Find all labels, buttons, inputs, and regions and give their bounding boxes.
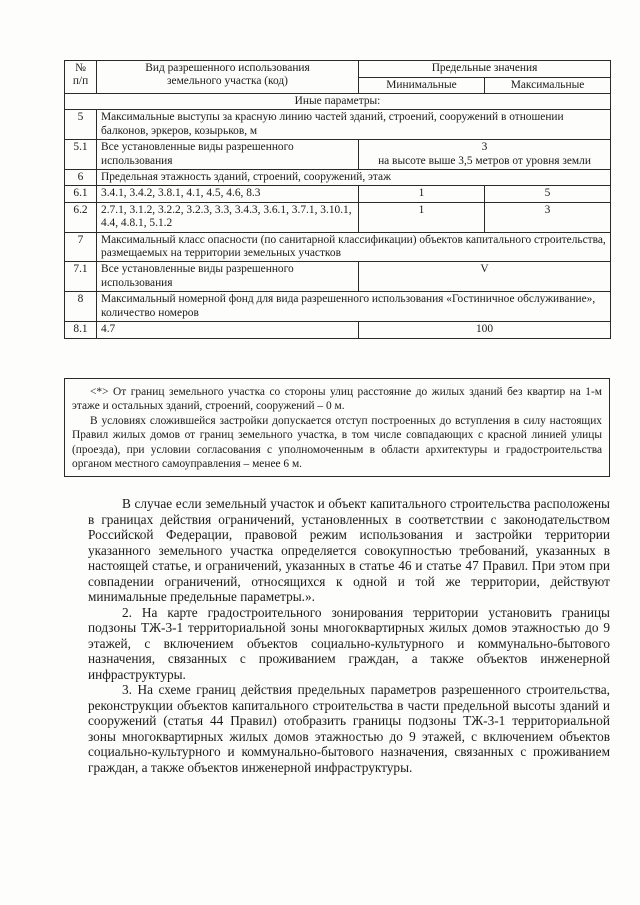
- row-value: 3 на высоте выше 3,5 метров от уровня земли: [359, 140, 611, 170]
- row-text: Все установленные виды разрешенного использования: [97, 140, 359, 170]
- row-number: 8.1: [65, 322, 97, 338]
- body-paragraph: В случае если земельный участок и объект капитального строительства расположены в границах действия ограничений, установленных в соответствии с законодательством Российской Федерации, правовой режим использования и застройки территории указанного земельного участка определяется совокупностью требований, указанных в настоящей статье, и ограничений, указанных в статье 46 и статье 47 Правил. При этом при совпадении ограничений, относящихся к одной и той же территории, действуют минимальные предельные параметры.».: [88, 496, 610, 604]
- footnote-box: [64, 378, 610, 477]
- header-limits: Предельные значения: [359, 61, 611, 78]
- row-text: Предельная этажность зданий, строений, сооружений, этаж: [97, 170, 611, 186]
- header-number: № п/п: [65, 61, 97, 94]
- header-max: Максимальные: [485, 77, 611, 94]
- parameters-table: [64, 60, 611, 339]
- header-use-type: Вид разрешенного использования земельного участка (код): [97, 61, 359, 94]
- row-number: 5.1: [65, 140, 97, 170]
- row-text: Максимальные выступы за красную линию частей зданий, строений, сооружений в отношении балконов, эркеров, козырьков, м: [97, 110, 611, 140]
- table-row: [65, 110, 611, 140]
- row-number: 7.1: [65, 262, 97, 292]
- table-row: [65, 186, 611, 202]
- row-text: 2.7.1, 3.1.2, 3.2.2, 3.2.3, 3.3, 3.4.3, 3.6.1, 3.7.1, 3.10.1, 4.4, 4.8.1, 5.1.2: [97, 202, 359, 232]
- row-value: V: [359, 262, 611, 292]
- table-row: [65, 292, 611, 322]
- row-number: 6.2: [65, 202, 97, 232]
- table-header-row: [65, 61, 611, 78]
- row-number: 6.1: [65, 186, 97, 202]
- footnote-paragraph: В условиях сложившейся застройки допускается отступ построенных до вступления в силу настоящих Правил жилых домов от границ земельного участка, в том числе совпадающих с красной линией улицы (проезда), при условии согласования с уполномоченным в области архитектуры и градостроительства органом местного самоуправления – менее 6 м.: [72, 414, 602, 471]
- header-min: Минимальные: [359, 77, 485, 94]
- row-number: 8: [65, 292, 97, 322]
- row-value: 100: [359, 322, 611, 338]
- row-text: 3.4.1, 3.4.2, 3.8.1, 4.1, 4.5, 4.6, 8.3: [97, 186, 359, 202]
- row-text: 4.7: [97, 322, 359, 338]
- body-paragraph: 2. На карте градостроительного зонирования территории установить границы подзоны ТЖ-3-1 территориальной зоны многоквартирных жилых домов этажностью до 9 этажей, с включением объектов социально-культурного и коммунально-бытового назначения, связанных с проживанием граждан, а также объектов инженерной инфраструктуры.: [88, 604, 610, 682]
- table-row: [65, 232, 611, 262]
- row-text: Максимальный номерной фонд для вида разрешенного использования «Гостиничное обслуживание», количество номеров: [97, 292, 611, 322]
- row-min: 1: [359, 186, 485, 202]
- body-paragraph: 3. На схеме границ действия предельных параметров разрешенного строительства, реконструкции объектов капитального строительства в части предельной высоты зданий и сооружений (статья 44 Правил) отобразить границы подзоны ТЖ-3-1 территориальной зоны многоквартирных жилых домов этажностью до 9 этажей, с включением объектов социально-культурного и коммунально-бытового назначения, связанных с проживанием граждан, а также объектов инженерной инфраструктуры.: [88, 682, 610, 775]
- table-row: [65, 202, 611, 232]
- body-text: [88, 496, 610, 775]
- table-row: [65, 322, 611, 338]
- row-max: 3: [485, 202, 611, 232]
- row-max: 5: [485, 186, 611, 202]
- row-min: 1: [359, 202, 485, 232]
- table-row: [65, 140, 611, 170]
- row-text: Максимальный класс опасности (по санитарной классификации) объектов капитального строительства, размещаемых на территории земельных участков: [97, 232, 611, 262]
- table-row: [65, 94, 611, 110]
- row-text: Все установленные виды разрешенного использования: [97, 262, 359, 292]
- row-number: 6: [65, 170, 97, 186]
- other-params-heading: Иные параметры:: [65, 94, 611, 110]
- row-number: 7: [65, 232, 97, 262]
- row-number: 5: [65, 110, 97, 140]
- footnote-paragraph: <*> От границ земельного участка со стороны улиц расстояние до жилых зданий без квартир на 1-м этаже и остальных зданий, строений, сооружений – 0 м.: [72, 386, 602, 413]
- table-row: [65, 262, 611, 292]
- table-row: [65, 170, 611, 186]
